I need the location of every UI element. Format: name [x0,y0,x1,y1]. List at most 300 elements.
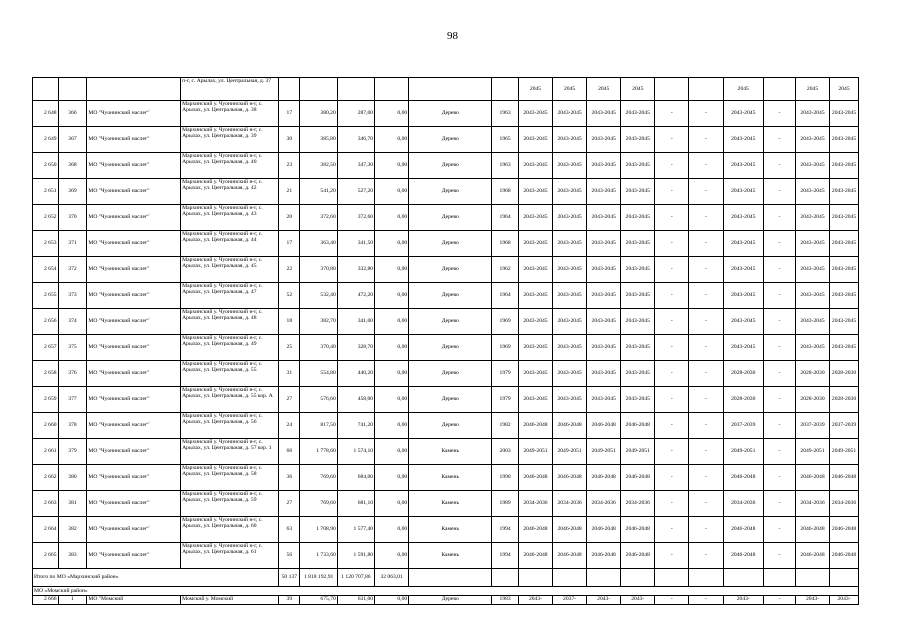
dash-cell: - [655,465,689,491]
nonresidential-area-cell: 0,00 [375,491,409,517]
period-cell: 2028-2030 [723,387,764,413]
table-row [33,205,859,231]
dash-cell: - [764,465,796,491]
period-cell: 2043-2045 [553,101,587,127]
dash-cell: - [764,257,796,283]
dash-cell: - [689,491,723,517]
total-nonresidential: 32 063,01 [375,569,409,587]
row-number: 2 665 [33,543,59,569]
living-area-cell: 346,70 [337,127,374,153]
total-area-cell: 817,50 [300,413,337,439]
total-area-cell: 382,70 [300,309,337,335]
table-row [33,127,859,153]
period-cell: 2043-2045 [553,361,587,387]
row-number: 2 660 [33,413,59,439]
address-cell: Мархинский у. Чуонинский н-г, с. Арылах, ул. Центральная, д. 55 [181,361,279,387]
total-area-cell: 372,60 [300,205,337,231]
nonresidential-area-cell: 0,00 [375,257,409,283]
period-cell: 2043-2045 [830,101,859,127]
address-cell: Мархинский у. Чуонинский н-г, с. Арылах, ул. Центральная, д. 59 [181,491,279,517]
period-cell: 2043-2045 [830,205,859,231]
year-cell: 1968 [492,179,519,205]
dash-cell: - [764,413,796,439]
address-cell: Момский у. Момский [181,596,279,605]
row-index: 372 [58,257,87,283]
nonresidential-area-cell: 0,00 [375,413,409,439]
material-cell: Дерево [409,127,492,153]
period-cell: 2043-2045 [553,231,587,257]
period-cell: 2043-2045 [795,283,829,309]
period-cell: 2043-2045 [587,153,621,179]
period-cell: 2028-2030 [795,361,829,387]
period-cell: 2043-2045 [723,309,764,335]
period-cell: 2043-2045 [723,283,764,309]
period-cell: 2043-2045 [723,101,764,127]
address-cell: Мархинский у. Чуонинский н-г, с. Арылах, ул. Центральная, д. 43 [181,205,279,231]
apartments-cell: 22 [279,257,300,283]
municipality-cell: МО "Чуонинский наслег" [87,257,181,283]
table-row [33,361,859,387]
period-cell: 2043-2045 [723,335,764,361]
dash-cell: - [689,231,723,257]
period-cell: 2046-2048 [553,517,587,543]
living-area-cell: 741,20 [337,413,374,439]
period-cell: 2046-2048 [621,465,655,491]
municipality-cell: МО "Чуонинский наслег" [87,491,181,517]
material-cell: Дерево [409,596,492,605]
row-index: 366 [58,101,87,127]
living-area-cell: 472,20 [337,283,374,309]
period-cell: 2043-2045 [830,283,859,309]
total-area-cell: 1 778,60 [300,439,337,465]
period-cell: 2046-2048 [723,543,764,569]
municipality-cell: МО "Чуонинский наслег" [87,101,181,127]
total-area: 1 818 192,91 [300,569,337,587]
period-cell: 2046-2048 [518,465,552,491]
nonresidential-area-cell: 0,00 [375,543,409,569]
dash-cell: - [764,127,796,153]
municipality-cell: МО "Чуонинский наслег" [87,205,181,231]
period-cell: 2028-2030 [830,387,859,413]
total-area-cell: 1 708,90 [300,517,337,543]
page-number: 98 [447,30,458,42]
material-cell: Камень [409,439,492,465]
apartments-cell: 36 [279,465,300,491]
apartments-cell: 18 [279,309,300,335]
row-number: 2 649 [33,127,59,153]
row-index: 377 [58,387,87,413]
period-cell: 2034-2036 [723,491,764,517]
period-cell: 2045 [830,78,859,101]
period-cell: 2049-2051 [587,439,621,465]
living-area-cell: 527,20 [337,179,374,205]
material-cell: Дерево [409,153,492,179]
period-cell: 2043-2045 [621,231,655,257]
living-area-cell: 332,80 [337,257,374,283]
address-cell: Мархинский у. Чуонинский н-г, с. Арылах, ул. Центральная, д. 44 [181,231,279,257]
period-cell: 2043-2045 [621,179,655,205]
period-cell: 2043-2045 [830,127,859,153]
dash-cell: - [764,283,796,309]
dash-cell: - [764,179,796,205]
period-cell: 2043-2045 [795,127,829,153]
period-cell: 2043-2045 [723,257,764,283]
municipality-cell: МО "Чуонинский наслег" [87,361,181,387]
period-cell: 2043-2045 [518,309,552,335]
table-row [33,179,859,205]
table-row [33,231,859,257]
address-cell: Мархинский у. Чуонинский н-г, с. Арылах, ул. Центральная, д. 38 [181,101,279,127]
municipality-cell: МО "Момский [87,596,181,605]
period-cell: 2034-2036 [795,491,829,517]
period-cell: 2037-2039 [795,413,829,439]
year-cell: 1982 [492,413,519,439]
total-area-cell: 554,80 [300,361,337,387]
period-cell: 2045 [553,78,587,101]
nonresidential-area-cell: 0,00 [375,179,409,205]
period-cell: 2049-2051 [830,439,859,465]
address-cell: Мархинский у. Чуонинский н-г, с. Арылах, ул. Центральная, д. 47 [181,283,279,309]
year-cell: 1994 [492,543,519,569]
period-cell: 2046-2048 [830,465,859,491]
municipality-cell: МО "Чуонинский наслег" [87,231,181,257]
address-cell: Мархинский у. Чуонинский н-г, с. Арылах, ул. Центральная, д. 49 [181,335,279,361]
year-cell: 1964 [492,205,519,231]
apartments-cell: 31 [279,361,300,387]
period-cell: 2046-2048 [723,517,764,543]
municipality-cell: МО "Чуонинский наслег" [87,465,181,491]
period-cell: 2043-2045 [553,257,587,283]
dash-cell: - [764,153,796,179]
period-cell: 2046-2048 [587,543,621,569]
total-area-cell: 370,80 [300,257,337,283]
material-cell: Дерево [409,413,492,439]
table-row [33,153,859,179]
dash-cell: - [655,491,689,517]
material-cell: Дерево [409,179,492,205]
living-area-cell: 372,60 [337,205,374,231]
nonresidential-area-cell: 0,00 [375,439,409,465]
period-cell: 2046-2048 [621,413,655,439]
table-row [33,465,859,491]
table-row [33,413,859,439]
period-cell: 2043-2045 [518,361,552,387]
living-area-cell: 328,70 [337,335,374,361]
address-cell: Мархинский у. Чуонинский н-г, с. Арылах, ул. Центральная, д. 57 кор. 1 [181,439,279,465]
section-header-row [33,587,859,596]
total-area-cell: 370,40 [300,335,337,361]
table-row [33,257,859,283]
nonresidential-area-cell: 0,00 [375,101,409,127]
year-cell: 1983 [492,596,519,605]
dash-cell: - [764,361,796,387]
period-cell: 2045 [723,78,764,101]
nonresidential-area-cell: 0,00 [375,465,409,491]
total-area-cell: 769,60 [300,491,337,517]
period-cell: 2043-2045 [518,231,552,257]
period-cell: 2043-2045 [723,205,764,231]
row-number: 2 653 [33,231,59,257]
period-cell: 2043-2045 [723,179,764,205]
table-row [33,283,859,309]
table-row: 2 666 1 МО "Момский Момский у. Момский 39 675,70 631,00 0,00 Дерево 1983 2043- 2037- 2043- 2043- - - 2043- - 2043- 2043- [33,596,859,605]
period-cell: 2046-2048 [621,543,655,569]
period-cell: 2043-2045 [553,335,587,361]
period-cell: 2049-2051 [553,439,587,465]
period-cell: 2028-2030 [795,387,829,413]
period-cell: 2046-2048 [795,465,829,491]
material-cell: Дерево [409,231,492,257]
dash-cell: - [689,309,723,335]
period-cell: 2043-2045 [587,231,621,257]
dash-cell: - [655,257,689,283]
period-cell: 2046-2048 [830,543,859,569]
row-number: 2 652 [33,205,59,231]
total-area-cell: 532,40 [300,283,337,309]
total-area-cell: 382,50 [300,153,337,179]
row-index: 370 [58,205,87,231]
period-cell: 2034-2036 [518,491,552,517]
dash-cell: - [689,101,723,127]
dash-cell: - [655,179,689,205]
period-cell: 2043-2045 [587,387,621,413]
period-cell: 2049-2051 [795,439,829,465]
total-area-cell: 541,20 [300,179,337,205]
total-area-cell: 363,40 [300,231,337,257]
period-cell: 2028-2030 [830,361,859,387]
period-cell: 2034-2036 [830,491,859,517]
period-cell: 2043-2045 [621,309,655,335]
period-cell: 2045 [518,78,552,101]
row-index: 375 [58,335,87,361]
municipality-cell: МО "Чуонинский наслег" [87,153,181,179]
address-cell: Мархинский у. Чуонинский н-г, с. Арылах, ул. Центральная, д. 56 [181,413,279,439]
row-index: 380 [58,465,87,491]
table-row [33,543,859,569]
dash-cell: - [764,387,796,413]
row-number: 2 666 [33,596,59,605]
period-cell: 2028-2030 [723,361,764,387]
period-cell: 2043-2045 [795,335,829,361]
address-cell: Мархинский у. Чуонинский н-г, с. Арылах, ул. Центральная, д. 45 [181,257,279,283]
apartments-cell: 24 [279,413,300,439]
dash-cell: - [689,127,723,153]
period-cell: 2043-2045 [795,205,829,231]
period-cell: 2043-2045 [553,283,587,309]
apartments-cell: 27 [279,491,300,517]
period-cell: 2043-2045 [830,153,859,179]
period-cell: 2043-2045 [587,257,621,283]
period-cell: 2043-2045 [795,101,829,127]
period-cell: 2043-2045 [553,205,587,231]
dash-cell: - [764,335,796,361]
period-cell: 2043-2045 [518,127,552,153]
nonresidential-area-cell: 0,00 [375,335,409,361]
period-cell: 2037-2039 [830,413,859,439]
table-footer [33,569,859,605]
row-number: 2 664 [33,517,59,543]
row-number: 2 663 [33,491,59,517]
row-number: 2 658 [33,361,59,387]
year-cell: 2003 [492,439,519,465]
year-cell: 1962 [492,257,519,283]
year-cell: 1969 [492,309,519,335]
living-area-cell: 287,00 [337,101,374,127]
municipality-cell: МО "Чуонинский наслег" [87,127,181,153]
living-area-cell: 1 577,40 [337,517,374,543]
material-cell: Камень [409,465,492,491]
period-cell: 2046-2048 [621,517,655,543]
row-index: 373 [58,283,87,309]
row-number: 2 659 [33,387,59,413]
row-index: 379 [58,439,87,465]
address-cell: Мархинский у. Чуонинский н-г, с. Арылах, ул. Центральная, д. 61 [181,543,279,569]
apartments-cell: 63 [279,517,300,543]
material-cell: Дерево [409,309,492,335]
period-cell: 2043-2045 [587,127,621,153]
dash-cell: - [655,439,689,465]
year-cell: 1979 [492,361,519,387]
dash-cell: - [655,127,689,153]
period-cell: 2043-2045 [587,309,621,335]
period-cell: 2043-2045 [518,205,552,231]
period-cell: 2046-2048 [587,465,621,491]
row-index: 1 [58,596,87,605]
period-cell: 2043-2045 [621,361,655,387]
year-cell: 1969 [492,335,519,361]
dash-cell: - [689,439,723,465]
address-cell: Мархинский у. Чуонинский н-г, с. Арылах, ул. Центральная, д. 58 [181,465,279,491]
dash-cell: - [655,361,689,387]
dash-cell: - [655,387,689,413]
material-cell: Дерево [409,387,492,413]
nonresidential-area-cell: 0,00 [375,205,409,231]
municipality-cell: МО "Чуонинский наслег" [87,387,181,413]
table-row [33,335,859,361]
period-cell: 2043-2045 [518,283,552,309]
dash-cell: - [764,101,796,127]
living-area-cell: 341,00 [337,309,374,335]
table-row [33,439,859,465]
housing-register-table [32,77,859,605]
period-cell: 2049-2051 [518,439,552,465]
period-cell: 2043-2045 [518,179,552,205]
period-cell: 2043-2045 [621,257,655,283]
apartments-cell: 25 [279,335,300,361]
nonresidential-area-cell: 0,00 [375,153,409,179]
period-cell: 2043-2045 [587,205,621,231]
living-area-cell: 458,00 [337,387,374,413]
material-cell: Дерево [409,335,492,361]
period-cell: 2046-2048 [553,465,587,491]
dash-cell: - [655,205,689,231]
period-cell: 2049-2051 [621,439,655,465]
address-cell: Мархинский у. Чуонинский н-г, с. Арылах, ул. Центральная, д. 39 [181,127,279,153]
period-cell: 2043-2045 [830,309,859,335]
dash-cell: - [655,153,689,179]
period-cell: 2043-2045 [587,179,621,205]
table-row-continued [33,78,859,101]
nonresidential-area-cell: 0,00 [375,283,409,309]
dash-cell: - [689,543,723,569]
apartments-cell: 66 [279,439,300,465]
period-cell: 2046-2048 [795,543,829,569]
row-index: 382 [58,517,87,543]
apartments-cell: 20 [279,205,300,231]
period-cell: 2043-2045 [830,257,859,283]
nonresidential-area-cell: 0,00 [375,231,409,257]
municipality-cell: МО "Чуонинский наслег" [87,517,181,543]
period-cell: 2045 [587,78,621,101]
material-cell: Дерево [409,205,492,231]
living-area-cell: 440,20 [337,361,374,387]
dash-cell: - [689,517,723,543]
total-area-cell: 769,60 [300,465,337,491]
period-cell: 2045 [621,78,655,101]
municipality-cell: МО "Чуонинский наслег" [87,543,181,569]
address-cell: Мархинский у. Чуонинский н-г, с. Арылах, ул. Центральная, д. 55 кор. А [181,387,279,413]
period-cell: 2043-2045 [830,179,859,205]
municipality-cell: МО "Чуонинский наслег" [87,179,181,205]
row-index: 371 [58,231,87,257]
year-cell: 1964 [492,283,519,309]
row-number: 2 662 [33,465,59,491]
period-cell: 2043-2045 [795,257,829,283]
dash-cell: - [655,413,689,439]
nonresidential-area-cell: 0,00 [375,387,409,413]
dash-cell: - [764,205,796,231]
period-cell: 2043-2045 [723,231,764,257]
period-cell: 2043-2045 [723,127,764,153]
row-number: 2 654 [33,257,59,283]
apartments-cell: 17 [279,231,300,257]
row-index: 368 [58,153,87,179]
material-cell: Дерево [409,361,492,387]
row-index: 383 [58,543,87,569]
living-area-cell: 347,30 [337,153,374,179]
dash-cell: - [655,543,689,569]
period-cell: 2046-2048 [553,413,587,439]
row-index: 369 [58,179,87,205]
living-area-cell: 684,00 [337,465,374,491]
nonresidential-area-cell: 0,00 [375,127,409,153]
year-cell: 1989 [492,491,519,517]
period-cell: 2043-2045 [621,127,655,153]
table-body [33,78,859,569]
period-cell: 2043-2045 [621,153,655,179]
period-cell: 2043-2045 [723,153,764,179]
period-cell: 2046-2048 [518,413,552,439]
nonresidential-area-cell: 0,00 [375,361,409,387]
dash-cell: - [689,283,723,309]
year-cell: 1965 [492,127,519,153]
address-cell: п-г, с. Арылах, ул. Центральная, д. 37 [181,78,279,101]
period-cell: 2046-2048 [518,517,552,543]
period-cell: 2043-2045 [553,179,587,205]
row-number: 2 655 [33,283,59,309]
table-row [33,309,859,335]
table-row [33,491,859,517]
total-apartments: 50 137 [279,569,300,587]
dash-cell: - [689,361,723,387]
year-cell: 1990 [492,465,519,491]
row-index: 376 [58,361,87,387]
apartments-cell: 56 [279,543,300,569]
table-row [33,387,859,413]
period-cell: 2046-2048 [518,543,552,569]
row-number: 2 657 [33,335,59,361]
period-cell: 2043-2045 [518,101,552,127]
